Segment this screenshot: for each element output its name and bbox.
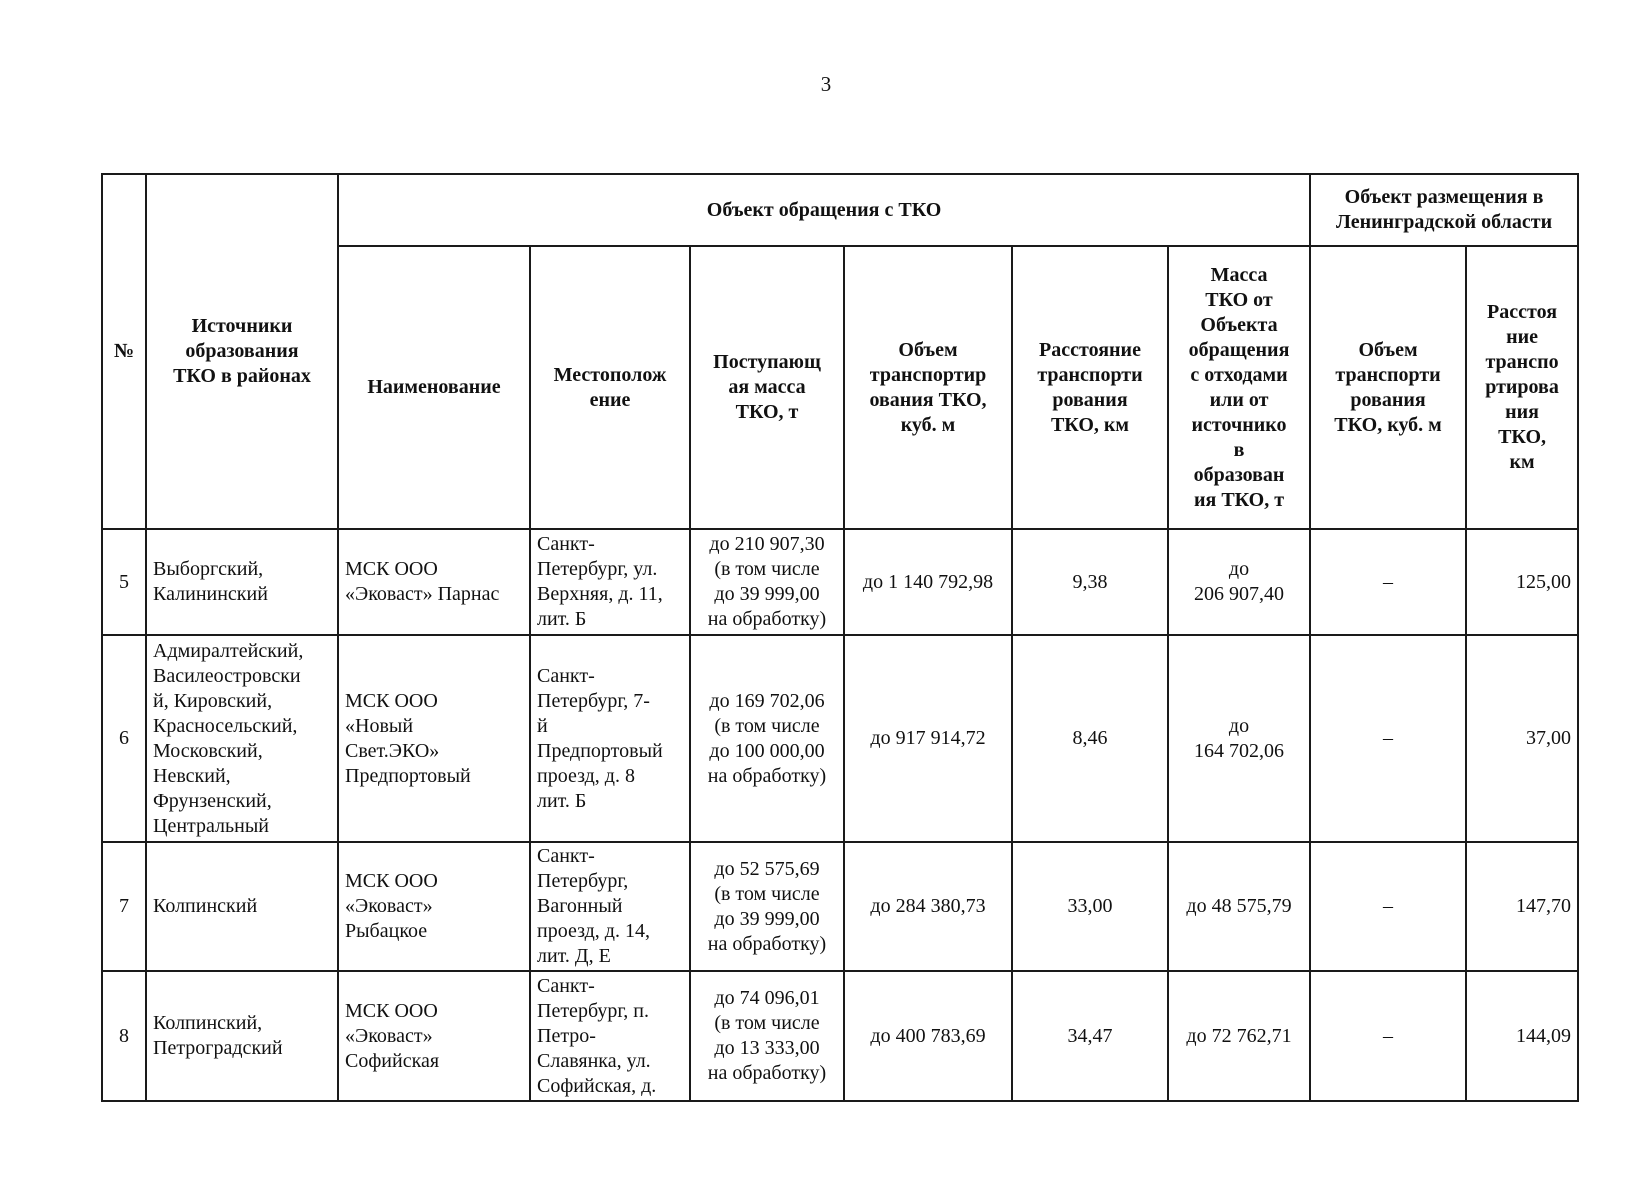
cell-incoming-mass xyxy=(690,529,844,635)
text-line: Московский, xyxy=(153,739,263,762)
header-num: № xyxy=(102,174,146,529)
cell-name xyxy=(338,635,530,842)
text-line: Петроградский xyxy=(153,1037,283,1059)
text-line: Санкт- xyxy=(537,533,595,555)
text-line: рования xyxy=(1350,388,1426,411)
text-line: МСК ООО xyxy=(345,558,438,580)
text-line: Выборгский, xyxy=(153,558,264,580)
text-line: транспорти xyxy=(1335,363,1441,386)
text-line: МСК ООО xyxy=(345,999,438,1022)
text-line: Петербург, п. xyxy=(537,999,650,1022)
cell-num: 7 xyxy=(102,842,146,971)
cell-placement-distance: 147,70 xyxy=(1466,842,1578,971)
cell-placement-mass xyxy=(1168,635,1310,842)
text-line: до 39 999,00 xyxy=(714,907,820,930)
text-line: ия ТКО, т xyxy=(1193,488,1285,511)
cell-name xyxy=(338,529,530,635)
text-line: Поступающ xyxy=(713,351,821,373)
cell-name xyxy=(338,971,530,1101)
text-line: ение xyxy=(589,388,631,411)
header-placement-distance xyxy=(1466,246,1578,529)
cell-incoming-mass xyxy=(690,635,844,842)
text-line: Петро- xyxy=(537,1024,596,1047)
cell-sources xyxy=(146,529,338,635)
text-line: ТКО от xyxy=(1205,288,1273,311)
header-placement-object xyxy=(1310,174,1578,246)
text-line: Расстояние xyxy=(1039,338,1141,361)
text-line: до 100 000,00 xyxy=(709,739,825,762)
cell-transport-volume: до 917 914,72 xyxy=(844,635,1012,842)
header-sources xyxy=(146,174,338,529)
text-line: до 39 999,00 xyxy=(714,583,820,605)
text-line: на обработку) xyxy=(707,764,827,787)
table-row xyxy=(102,971,1578,1101)
text-line: лит. Б xyxy=(537,789,587,812)
text-line: Расстоя xyxy=(1487,301,1558,323)
text-line: Объем xyxy=(898,338,958,361)
text-line: й xyxy=(537,714,548,737)
cell-sources xyxy=(146,842,338,971)
cell-location xyxy=(530,971,690,1101)
text-line: или от xyxy=(1209,388,1269,411)
table-row xyxy=(102,842,1578,971)
cell-placement-volume: – xyxy=(1310,971,1466,1101)
text-line: МСК ООО xyxy=(345,689,438,712)
text-line: Славянка, ул. xyxy=(537,1049,651,1072)
text-line: ТКО, xyxy=(1498,426,1546,448)
text-line: 206 907,40 xyxy=(1194,583,1285,605)
text-line: Рыбацкое xyxy=(345,920,428,942)
text-line: й, Кировский, xyxy=(153,689,273,712)
text-line: Софийская xyxy=(345,1049,440,1072)
text-line: 164 702,06 xyxy=(1194,739,1285,762)
text-line: ТКО в районах xyxy=(173,365,311,387)
cell-placement-volume: – xyxy=(1310,635,1466,842)
text-line: до 210 907,30 xyxy=(709,533,825,555)
text-line: обращения xyxy=(1188,338,1290,361)
cell-placement-mass xyxy=(1168,971,1310,1101)
text-line: куб. м xyxy=(900,413,956,436)
text-line: Предпортовый xyxy=(345,764,471,787)
header-incoming-mass xyxy=(690,246,844,529)
text-line: до xyxy=(1228,714,1250,737)
text-line: ТКО, км xyxy=(1050,413,1130,436)
text-line: Колпинский, xyxy=(153,1012,263,1034)
text-line: образования xyxy=(185,340,299,362)
text-line: Адмиралтейский, xyxy=(153,639,304,662)
text-line: Ленинградской области xyxy=(1335,211,1553,233)
text-line: лит. Б xyxy=(537,608,587,630)
text-line: Красносельский, xyxy=(153,714,298,737)
text-line: до 13 333,00 xyxy=(714,1037,820,1059)
text-line: Вагонный xyxy=(537,895,623,917)
text-line: на обработку) xyxy=(707,1062,827,1084)
text-line: рования xyxy=(1052,388,1128,411)
text-line: км xyxy=(1509,451,1535,473)
header-placement-mass xyxy=(1168,246,1310,529)
text-line: (в том числе xyxy=(714,1012,820,1034)
cell-incoming-mass xyxy=(690,971,844,1101)
text-line: Санкт- xyxy=(537,845,595,867)
text-line: Верхняя, д. 11, xyxy=(537,583,663,605)
text-line: Петербург, xyxy=(537,870,629,892)
cell-transport-distance: 33,00 xyxy=(1012,842,1168,971)
text-line: Петербург, 7- xyxy=(537,689,650,712)
text-line: (в том числе xyxy=(714,714,820,737)
cell-location xyxy=(530,529,690,635)
text-line: Софийская, д. xyxy=(537,1074,657,1097)
text-line: (в том числе xyxy=(714,882,820,905)
cell-placement-mass xyxy=(1168,529,1310,635)
text-line: «Эковаст» xyxy=(345,895,433,917)
text-line: ТКО, куб. м xyxy=(1334,413,1442,436)
cell-placement-mass xyxy=(1168,842,1310,971)
text-line: Фрунзенский, xyxy=(153,789,272,812)
table-row xyxy=(102,635,1578,842)
table-row xyxy=(102,529,1578,635)
text-line: (в том числе xyxy=(714,558,820,580)
text-line: Колпинский xyxy=(153,895,258,917)
text-line: ртирова xyxy=(1485,376,1559,398)
cell-placement-volume: – xyxy=(1310,842,1466,971)
cell-placement-distance: 37,00 xyxy=(1466,635,1578,842)
text-line: источнико xyxy=(1191,413,1287,436)
cell-location xyxy=(530,635,690,842)
text-line: ая масса xyxy=(728,376,806,398)
text-line: Санкт- xyxy=(537,664,595,687)
cell-num: 8 xyxy=(102,971,146,1101)
header-transport-volume xyxy=(844,246,1012,529)
cell-transport-volume: до 284 380,73 xyxy=(844,842,1012,971)
text-line: ования ТКО, xyxy=(869,388,987,411)
text-line: с отходами xyxy=(1190,363,1288,386)
text-line: лит. Д, Е xyxy=(537,945,611,967)
cell-placement-distance: 125,00 xyxy=(1466,529,1578,635)
text-line: проезд, д. 8 xyxy=(537,764,635,787)
text-line: Санкт- xyxy=(537,974,595,997)
cell-placement-distance: 144,09 xyxy=(1466,971,1578,1101)
text-line: Объем xyxy=(1358,338,1418,361)
text-line: Источники xyxy=(191,315,293,337)
cell-transport-volume: до 400 783,69 xyxy=(844,971,1012,1101)
text-line: ТКО, т xyxy=(735,401,799,423)
cell-incoming-mass xyxy=(690,842,844,971)
cell-transport-distance: 34,47 xyxy=(1012,971,1168,1101)
text-line: до 52 575,69 xyxy=(714,857,820,880)
header-placement-volume xyxy=(1310,246,1466,529)
text-line: транспортир xyxy=(869,363,987,386)
text-line: образован xyxy=(1193,463,1285,486)
cell-num: 6 xyxy=(102,635,146,842)
text-line: до 74 096,01 xyxy=(714,987,820,1009)
text-line: Калининский xyxy=(153,583,268,605)
header-name: Наименование xyxy=(338,246,530,529)
text-line: Центральный xyxy=(153,814,270,837)
text-line: Свет.ЭКО» xyxy=(345,739,440,762)
cell-name xyxy=(338,842,530,971)
cell-sources xyxy=(146,971,338,1101)
text-line: Объект размещения в xyxy=(1344,186,1544,208)
text-line: Петербург, ул. xyxy=(537,558,658,580)
text-line: на обработку) xyxy=(707,932,827,955)
text-line: проезд, д. 14, xyxy=(537,920,650,942)
text-line: Невский, xyxy=(153,764,231,787)
text-line: Масса xyxy=(1210,263,1268,286)
header-transport-distance xyxy=(1012,246,1168,529)
text-line: Предпортовый xyxy=(537,739,663,762)
text-line: ния xyxy=(1505,401,1539,423)
text-line: до 72 762,71 xyxy=(1186,1024,1292,1047)
cell-num: 5 xyxy=(102,529,146,635)
header-row-group xyxy=(102,174,1578,246)
cell-transport-distance: 9,38 xyxy=(1012,529,1168,635)
text-line: транспо xyxy=(1485,351,1559,373)
text-line: в xyxy=(1233,438,1245,461)
text-line: транспорти xyxy=(1037,363,1143,386)
page-number: 3 xyxy=(820,72,832,96)
text-line: до 48 575,79 xyxy=(1186,895,1292,917)
text-line: МСК ООО xyxy=(345,870,438,892)
cell-transport-distance: 8,46 xyxy=(1012,635,1168,842)
text-line: «Эковаст» xyxy=(345,1024,433,1047)
header-location xyxy=(530,246,690,529)
tko-table xyxy=(101,173,1579,1102)
text-line: на обработку) xyxy=(707,608,827,630)
cell-placement-volume: – xyxy=(1310,529,1466,635)
text-line: ние xyxy=(1506,326,1539,348)
text-line: «Новый xyxy=(345,714,414,737)
cell-sources xyxy=(146,635,338,842)
cell-transport-volume: до 1 140 792,98 xyxy=(844,529,1012,635)
cell-location xyxy=(530,842,690,971)
text-line: до 169 702,06 xyxy=(709,689,825,712)
text-line: Местополож xyxy=(553,363,667,386)
text-line: «Эковаст» Парнас xyxy=(345,583,500,605)
text-line: до xyxy=(1228,558,1250,580)
text-line: Объекта xyxy=(1200,313,1278,336)
header-handling-object: Объект обращения с ТКО xyxy=(338,174,1310,246)
text-line: Василеостровски xyxy=(153,664,301,687)
